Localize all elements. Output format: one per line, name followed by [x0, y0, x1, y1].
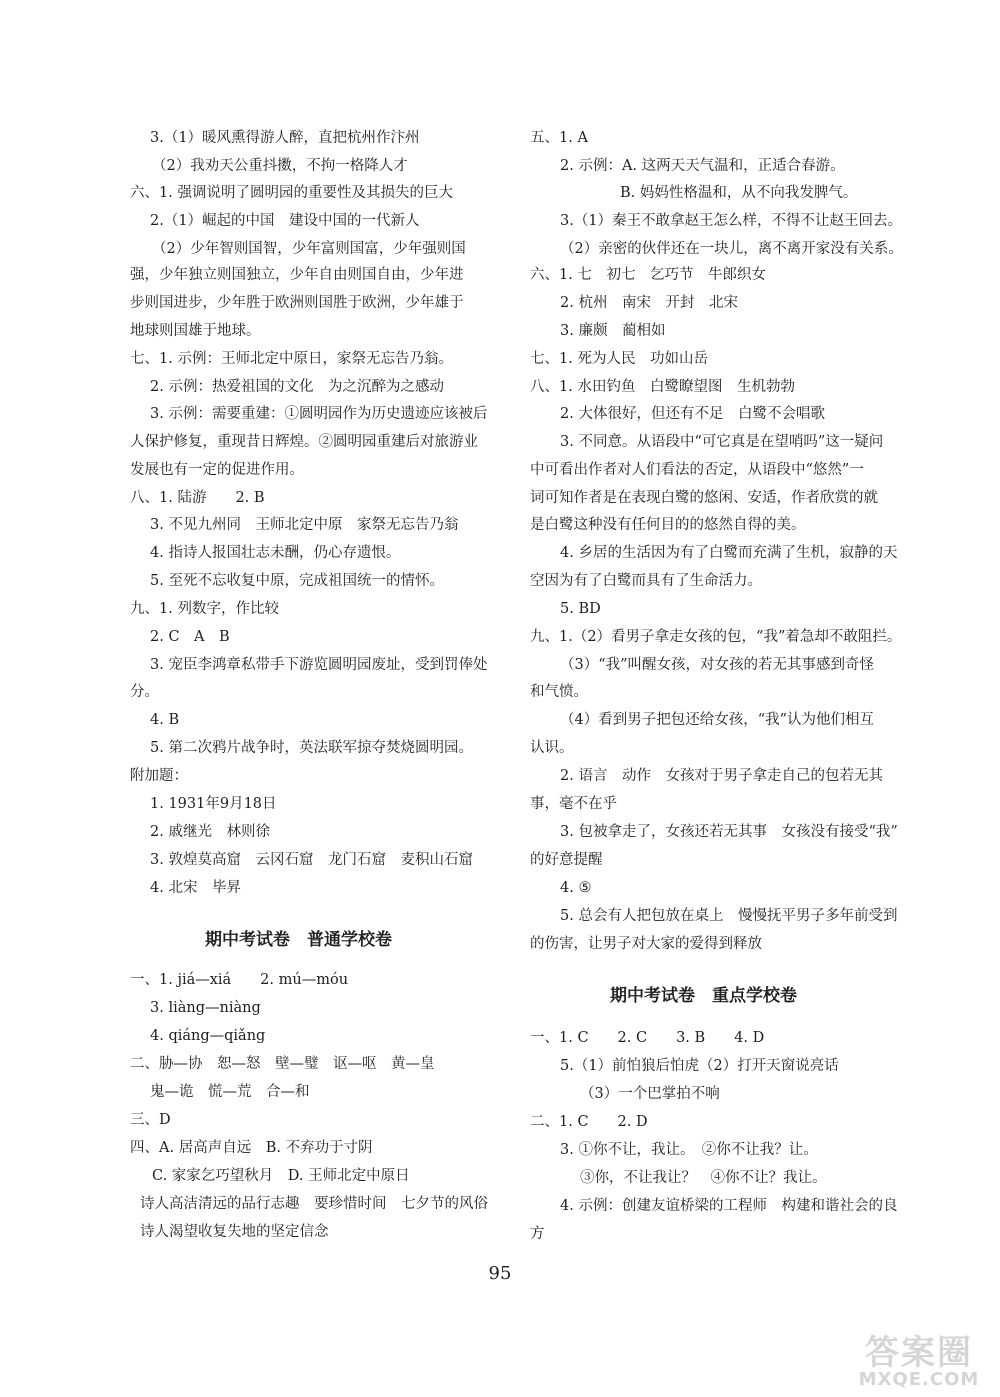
right-answer-line: 3. 不同意。从语段中“可它真是在望哨吗”这一疑问 — [560, 434, 884, 450]
left-answer-2-line: 诗人高洁清远的品行志趣 要珍惜时间 七夕节的风俗 — [140, 1196, 488, 1212]
right-answer-2-line: （3）一个巴掌拍不响 — [580, 1086, 720, 1102]
left-answer-line: 3. 示例：需要重建：①圆明园作为历史遗迹应该被后 — [150, 406, 488, 422]
right-answer-line: 3. 廉颇 蔺相如 — [560, 323, 666, 339]
left-answer-line: 5. 第二次鸦片战争时，英法联军掠夺焚烧圆明园。 — [150, 740, 473, 756]
right-answer-line: 事，毫不在乎 — [530, 796, 617, 812]
left-answer-line: （2）我劝天公重抖擞，不拘一格降人才 — [152, 158, 408, 174]
right-answer-line: 5. 总会有人把包放在桌上 慢慢抚平男子多年前受到 — [560, 908, 898, 924]
right-answer-line: 词可知作者是在表现白鹭的悠闲、安适，作者欣赏的就 — [530, 490, 878, 506]
left-answer-line: 分。 — [130, 684, 159, 700]
left-answer-2-line: 二、胁—协 恕—怒 壁—璧 讴—呕 黄—皇 — [130, 1056, 435, 1072]
watermark-logo — [845, 1325, 993, 1393]
right-answer-line: 2. 大体很好，但还有不足 白鹭不会唱歌 — [560, 406, 825, 422]
right-answer-2-line: 方 — [530, 1226, 545, 1242]
left-answer-line: 附加题： — [130, 768, 188, 784]
left-answer-2-line: 一、1. jiá—xiá 2. mú—móu — [130, 972, 349, 988]
right-answer-line: 的好意提醒 — [530, 852, 603, 868]
right-answer-line: 中可看出作者对人们看法的否定，从语段中“悠然”一 — [530, 462, 864, 478]
right-answer-line: 5. BD — [560, 601, 601, 617]
left-answer-2-line: 诗人渴望收复失地的坚定信念 — [140, 1224, 329, 1240]
left-answer-line: 4. 北宋 毕昇 — [150, 880, 241, 896]
left-answer-line: 3. 敦煌莫高窟 云冈石窟 龙门石窟 麦积山石窟 — [150, 852, 473, 868]
right-answer-line: （3）“我”叫醒女孩，对女孩的若无其事感到奇怪 — [560, 657, 875, 673]
right-answer-line: 九、1.（2）看男子拿走女孩的包，“我”着急却不敢阻拦。 — [530, 629, 902, 645]
right-answer-line: 五、1. A — [530, 130, 588, 146]
right-answer-2-line: ③你，不让我让？ ④你不让？我让。 — [580, 1170, 827, 1186]
left-answer-line: 3.（1）暖风熏得游人醉，直把杭州作汴州 — [150, 130, 420, 146]
left-answer-line: 发展也有一定的促进作用。 — [130, 462, 304, 478]
right-answer-line: 3. 包被拿走了，女孩还若无其事 女孩没有接受“我” — [560, 824, 898, 840]
section-title-key-school: 期中考试卷 重点学校卷 — [610, 986, 797, 1006]
left-answer-line: 2. 示例：热爱祖国的文化 为之沉醉为之感动 — [150, 379, 444, 395]
right-answer-2-line: 4. 示例：创建友谊桥梁的工程师 构建和谐社会的良 — [560, 1198, 898, 1214]
left-answer-2-line: 鬼—诡 慌—荒 合—和 — [150, 1084, 310, 1100]
left-answer-line: （2）少年智则国智，少年富则国富，少年强则国 — [152, 241, 466, 257]
left-answer-line: 七、1. 示例：王师北定中原日，家祭无忘告乃翁。 — [130, 351, 453, 367]
left-answer-line: 步则国进步，少年胜于欧洲则国胜于欧洲，少年雄于 — [130, 295, 464, 311]
right-answer-line: 4. ⑤ — [560, 880, 592, 896]
right-answer-line: （2）亲密的伙伴还在一块儿，离不离开家没有关系。 — [560, 241, 903, 257]
left-answer-line: 八、1. 陆游 2. B — [130, 490, 265, 506]
left-answer-line: 2.（1）崛起的中国 建设中国的一代新人 — [150, 213, 420, 229]
left-answer-line: 4. B — [150, 712, 180, 728]
left-answer-line: 5. 至死不忘收复中原，完成祖国统一的情怀。 — [150, 573, 444, 589]
right-answer-line: 空因为有了白鹭而具有了生命活力。 — [530, 573, 762, 589]
left-answer-2-line: C. 家家乞巧望秋月 D. 王师北定中原日 — [152, 1168, 410, 1184]
right-answer-line: 六、1. 七 初七 乞巧节 牛郎织女 — [530, 267, 766, 283]
right-answer-line: （4）看到男子把包还给女孩，“我”认为他们相互 — [560, 712, 875, 728]
left-answer-line: 地球则国雄于地球。 — [130, 323, 261, 339]
left-answer-line: 3. 不见九州同 王师北定中原 家祭无忘告乃翁 — [150, 517, 459, 533]
right-answer-2-line: 5.（1）前怕狼后怕虎（2）打开天窗说亮话 — [560, 1058, 839, 1074]
left-answer-2-line: 四、A. 居高声自远 B. 不弃功于寸阴 — [130, 1140, 373, 1156]
watermark-url: MXQE.COM — [858, 1369, 980, 1390]
right-answer-line: 3.（1）秦王不敢拿赵王怎么样，不得不让赵王回去。 — [560, 213, 903, 229]
left-answer-line: 九、1. 列数字，作比较 — [130, 601, 279, 617]
right-answer-line: 是白鹭这种没有任何目的的悠然自得的美。 — [530, 517, 806, 533]
left-answer-2-line: 4. qiáng—qiǎng — [150, 1028, 266, 1044]
watermark-text: 答案圈 — [865, 1333, 973, 1373]
left-answer-2-line: 3. liàng—niàng — [150, 1000, 261, 1016]
right-answer-line: 2. 杭州 南宋 开封 北宋 — [560, 295, 738, 311]
section-title-normal-school: 期中考试卷 普通学校卷 — [205, 930, 392, 950]
right-answer-line: 2. 语言 动作 女孩对于男子拿走自己的包若无其 — [560, 768, 883, 784]
right-answer-line: 和气愤。 — [530, 684, 588, 700]
right-answer-line: 4. 乡居的生活因为有了白鹭而充满了生机，寂静的天 — [560, 545, 898, 561]
right-answer-2-line: 一、1. C 2. C 3. B 4. D — [530, 1030, 765, 1046]
right-answer-line: 八、1. 水田钓鱼 白鹭瞭望图 生机勃勃 — [530, 379, 795, 395]
right-answer-line: 认识。 — [530, 740, 574, 756]
left-answer-line: 2. 戚继光 林则徐 — [150, 824, 270, 840]
left-answer-2-line: 三、D — [130, 1112, 171, 1128]
left-answer-line: 2. C A B — [150, 629, 230, 645]
left-answer-line: 1. 1931年9月18日 — [150, 796, 277, 812]
left-answer-line: 4. 指诗人报国壮志未酬，仍心存遗恨。 — [150, 545, 401, 561]
left-answer-line: 强，少年独立则国独立，少年自由则国自由，少年进 — [130, 267, 464, 283]
page-number: 95 — [488, 1263, 512, 1284]
right-answer-line: 的伤害，让男子对大家的爱得到释放 — [530, 936, 762, 952]
right-answer-line: 2. 示例：A. 这两天天气温和，正适合春游。 — [560, 158, 845, 174]
left-answer-line: 3. 宠臣李鸿章私带手下游览圆明园废址，受到罚俸处 — [150, 657, 488, 673]
left-answer-line: 六、1. 强调说明了圆明园的重要性及其损失的巨大 — [130, 185, 453, 201]
right-answer-2-line: 3. ①你不让，我让。 ②你不让我？让。 — [560, 1142, 818, 1158]
left-answer-line: 人保护修复，重现昔日辉煌。②圆明园重建后对旅游业 — [130, 434, 478, 450]
right-answer-line: B. 妈妈性格温和，从不向我发脾气。 — [620, 185, 858, 201]
right-answer-line: 七、1. 死为人民 功如山岳 — [530, 351, 708, 367]
right-answer-2-line: 二、1. C 2. D — [530, 1114, 648, 1130]
